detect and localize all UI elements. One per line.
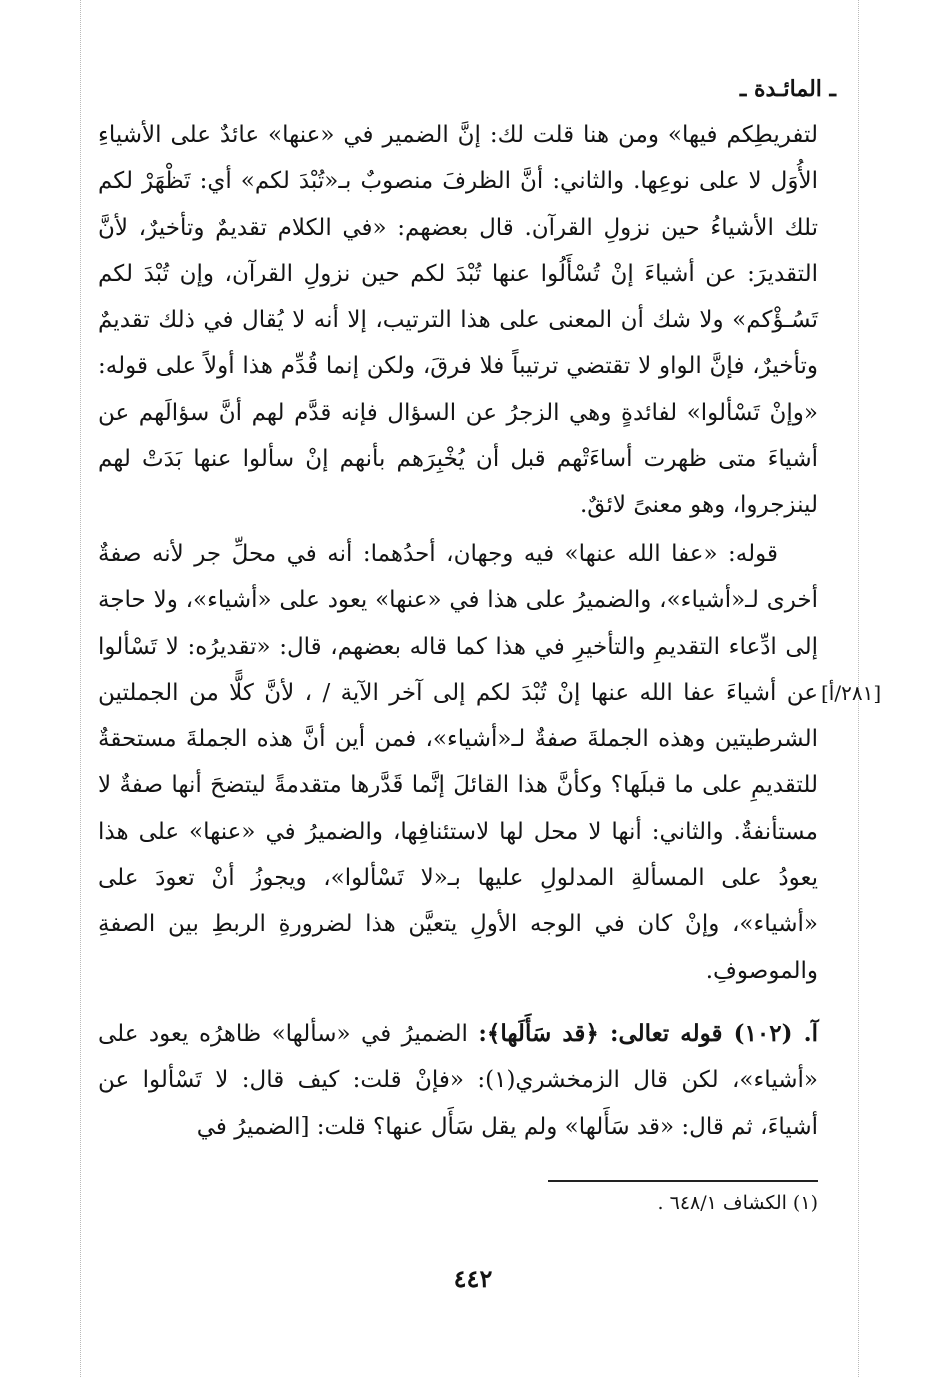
verse-commentary: الضميرُ في «سألها» ظاهرُه يعود على «أشياء»، لكن قال الزمخشري(١): «فإنْ قلت: كيف قال: لا تَسْألوا عن أشياءَ، ثم قال: «قد سَأَلها» ولم يقل سَأَل عنها؟ قلت: [الضميرُ في — [98, 1021, 818, 1140]
paragraph-1: لتفريطِكم فيها» ومن هنا قلت لك: إنَّ الضمير في «عنها» عائدٌ على الأشياءِ الأُوَل لا على نوعِها. والثاني: أنَّ الظرفَ منصوبٌ بـ«تُبْدَ لكم» أي: تَظْهَرْ لكم تلك الأشياءُ حين نزولِ القرآن. قال بعضهم: «في الكلام تقديمٌ وتأخيرٌ، لأنَّ التقديرَ: عن أشياءَ إنْ تُسْأَلُوا عنها تُبْدَ لكم حين نزولِ القرآن، وإن تُبْدَ لكم تَسُـؤْكم» ولا شك أن المعنى على هذا الترتيب، إلا أنه لا يُقال في ذلك تقديمٌ وتأخيرٌ، فإنَّ الواو لا تقتضي ترتيباً فلا فرقَ، ولكن إنما قُدِّم هذا أولاً على قوله: «وإنْ تَسْألوا» لفائدةٍ وهي الزجرُ عن السؤال فإنه قدَّم لهم أنَّ سؤالَهم عن أشياءَ متى ظهرت أساءَتْهم قبل أن يُخْبِرَهم بأنهم إنْ سألوا عنها بَدَتْ لهم لينزجروا، وهو معنىً لائقٌ. — [98, 122, 818, 519]
verse-reference: آ. (١٠٢) قوله تعالى: ﴿قد سَأَلَها﴾: — [478, 1020, 818, 1047]
footnote-separator — [548, 1180, 818, 1182]
running-header: ـ المائـدة ـ — [739, 76, 836, 102]
page-number: ٤٤٢ — [453, 1264, 493, 1293]
paragraph-2: قوله: «عفا الله عنها» فيه وجهان، أحدُهما: أنه في محلِّ جر لأنه صفةٌ أخرى لـ«أشياء»، والضميرُ على هذا في «عنها» يعود على «أشياء»، ولا حاجة إلى ادِّعاء التقديمِ والتأخيرِ في هذا كما قاله بعضهم، قال: «تقديرُه: لا تَسْألوا عن أشياءَ عفا الله عنها إنْ تُبْدَ لكم إلى آخر الآية / ، لأنَّ كلًّا من الجملتين الشرطيتين وهذه الجملةَ صفةٌ لـ«أشياء»، فمن أين أنَّ هذه الجملةَ مستحقةٌ للتقديمِ على ما قبلَها؟ وكأنَّ هذا القائلَ إنَّما قَدَّرها متقدمةً ليتضحَ أنها صفةٌ لا مستأنفةٌ. والثاني: أنها لا محل لها لاستئنافِها، والضميرُ في «عنها» على هذا يعودُ على المسألةِ المدلولِ عليها بـ«لا تَسْألوا»، ويجوزُ أنْ تعودَ على «أشياء»، وإنْ كان في الوجه الأولِ يتعيَّن هذا لضرورةِ الربطِ بين الصفةِ والموصوفِ. — [98, 541, 818, 984]
footnote: (١) الكشاف ٦٤٨/١ . — [657, 1192, 818, 1214]
manuscript-folio-note: [٢٨١/أ] — [821, 681, 882, 705]
paragraph-3 — [98, 1011, 818, 1150]
margin-guide-left — [80, 0, 81, 1377]
